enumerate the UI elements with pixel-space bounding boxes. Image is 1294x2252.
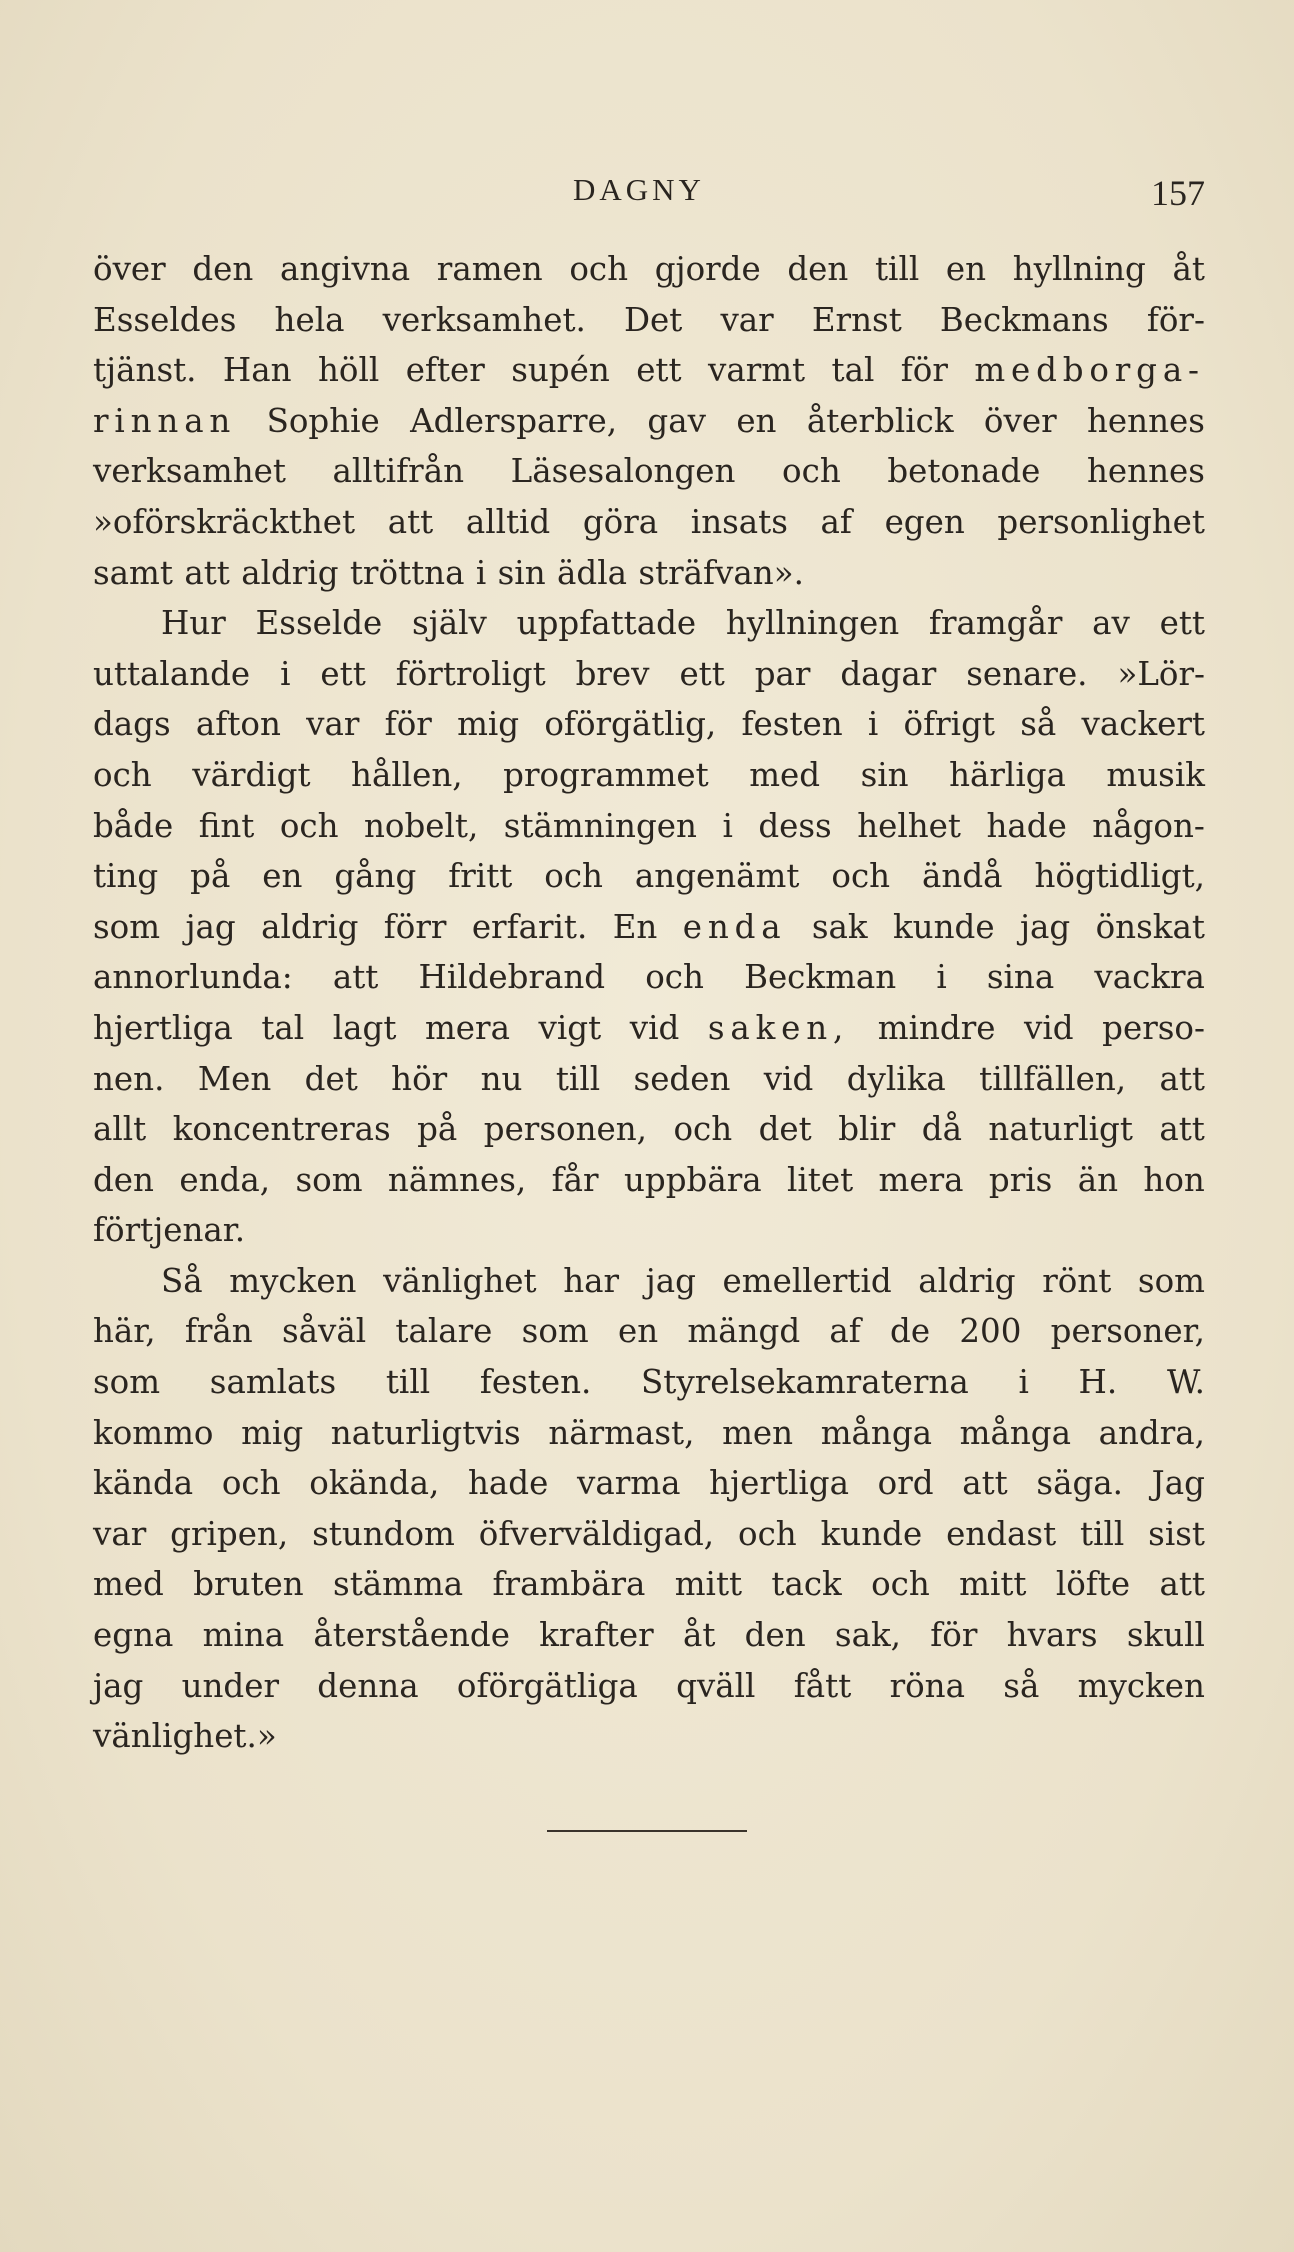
word: gjorde bbox=[654, 250, 761, 288]
word: festen. bbox=[479, 1363, 592, 1402]
word: för bbox=[384, 705, 432, 744]
text-line bbox=[93, 699, 1205, 750]
word: hade bbox=[468, 1464, 549, 1503]
word: löfte bbox=[1055, 1565, 1131, 1604]
word: varma bbox=[577, 1464, 681, 1503]
word: ett bbox=[320, 654, 366, 693]
word: som bbox=[93, 907, 161, 946]
text-line bbox=[93, 1003, 1205, 1054]
word: nu bbox=[480, 1059, 523, 1098]
text-line bbox=[93, 1661, 1205, 1712]
word: en bbox=[262, 857, 303, 896]
text-line bbox=[93, 446, 1205, 497]
word: för bbox=[930, 1616, 978, 1655]
word: erfarit. bbox=[471, 907, 588, 946]
word: Hildebrand bbox=[418, 958, 606, 997]
word: mina bbox=[202, 1616, 285, 1655]
word: Så bbox=[161, 1261, 203, 1300]
word: höll bbox=[317, 351, 380, 390]
word: ting bbox=[93, 857, 159, 896]
word: över bbox=[983, 401, 1057, 440]
word: sin bbox=[497, 553, 546, 592]
word: par bbox=[754, 654, 811, 693]
word: i bbox=[280, 654, 291, 693]
word: det bbox=[304, 1059, 358, 1098]
word: men bbox=[722, 1413, 794, 1452]
word: det bbox=[758, 1110, 812, 1149]
text-line bbox=[93, 1054, 1205, 1105]
text-line bbox=[93, 952, 1205, 1003]
word: både bbox=[93, 806, 174, 845]
word: personer, bbox=[1050, 1312, 1205, 1351]
word: har bbox=[563, 1261, 620, 1300]
word: göra bbox=[582, 502, 659, 541]
text-line bbox=[93, 1408, 1205, 1459]
word: sina bbox=[986, 958, 1055, 997]
word: mig bbox=[457, 705, 520, 744]
text-line bbox=[93, 1256, 1205, 1307]
word: åt bbox=[682, 1616, 716, 1655]
word: här, bbox=[93, 1312, 156, 1351]
word: endast bbox=[946, 1514, 1057, 1553]
word: och bbox=[645, 958, 704, 997]
word: brev bbox=[575, 654, 650, 693]
text-line bbox=[93, 1205, 1205, 1256]
word: af bbox=[829, 1312, 861, 1351]
word: och bbox=[782, 452, 841, 491]
text-line bbox=[93, 497, 1205, 548]
word: som bbox=[1137, 1261, 1205, 1300]
word: än bbox=[1077, 1160, 1119, 1199]
word: egna bbox=[93, 1616, 174, 1655]
word: bruten bbox=[193, 1565, 304, 1604]
word: tröttna bbox=[349, 553, 465, 592]
word: var bbox=[306, 705, 360, 744]
word: till bbox=[555, 1059, 601, 1098]
word: hjertliga bbox=[709, 1464, 849, 1503]
word: naturligtvis bbox=[330, 1413, 521, 1452]
word: alltid bbox=[465, 502, 551, 541]
word: alltifrån bbox=[332, 452, 465, 491]
word: ramen bbox=[436, 250, 543, 288]
word: skull bbox=[1126, 1616, 1205, 1655]
word: önskat bbox=[1095, 907, 1205, 946]
word: och bbox=[831, 857, 891, 896]
word: enda bbox=[682, 907, 787, 946]
word: okända, bbox=[309, 1464, 440, 1503]
word: i bbox=[475, 553, 487, 592]
word: gripen, bbox=[170, 1514, 289, 1553]
word: H. bbox=[1078, 1363, 1118, 1402]
word: En bbox=[612, 907, 658, 946]
text-line bbox=[93, 902, 1205, 953]
word: hållen, bbox=[351, 755, 463, 794]
word: insats bbox=[690, 502, 788, 541]
word: pris bbox=[988, 1160, 1053, 1199]
body-text bbox=[93, 244, 1205, 1762]
word: att bbox=[1159, 1110, 1205, 1149]
word: tjänst. bbox=[93, 351, 197, 390]
word: vid bbox=[629, 1008, 680, 1047]
word: så bbox=[1020, 705, 1057, 744]
word: förtjenar. bbox=[93, 1211, 246, 1250]
word: vid bbox=[763, 1059, 814, 1098]
word: mycken bbox=[229, 1261, 357, 1300]
word: oförgätlig, bbox=[544, 705, 717, 744]
word: ord bbox=[877, 1464, 934, 1503]
word: ändå bbox=[922, 857, 1003, 896]
running-head-title: DAGNY bbox=[573, 172, 705, 207]
word: var bbox=[93, 1514, 147, 1553]
word: annorlunda: bbox=[93, 958, 293, 997]
word: hennes bbox=[1086, 452, 1205, 491]
word: samlats bbox=[209, 1363, 337, 1402]
word: av bbox=[1092, 604, 1130, 643]
word: med bbox=[749, 755, 821, 794]
word: naturligt bbox=[988, 1110, 1133, 1149]
word: en bbox=[617, 1312, 659, 1351]
word: frambära bbox=[492, 1565, 646, 1604]
word: hjertliga bbox=[93, 1008, 233, 1047]
word: återstående bbox=[313, 1616, 510, 1655]
text-line bbox=[93, 548, 1205, 599]
word: på bbox=[417, 1110, 458, 1149]
word: enda, bbox=[179, 1160, 271, 1199]
word: härliga bbox=[949, 755, 1066, 794]
word: emellertid bbox=[722, 1261, 892, 1300]
word: Sophie bbox=[266, 401, 380, 440]
word: stämningen bbox=[503, 806, 697, 845]
word: egen bbox=[884, 502, 965, 541]
text-line bbox=[93, 598, 1205, 649]
word: qväll bbox=[676, 1666, 756, 1705]
word: under bbox=[181, 1666, 279, 1705]
word: själv bbox=[412, 604, 487, 643]
text-line bbox=[93, 1104, 1205, 1155]
word: kunde bbox=[820, 1514, 923, 1553]
word: och bbox=[871, 1565, 930, 1604]
word: från bbox=[184, 1312, 253, 1351]
word: Jag bbox=[1151, 1464, 1205, 1503]
word: som bbox=[93, 1363, 161, 1402]
word: Ernst bbox=[811, 300, 902, 339]
word: allt bbox=[93, 1110, 147, 1149]
word: röna bbox=[889, 1666, 965, 1705]
word: åt bbox=[1172, 250, 1205, 288]
word: personlighet bbox=[997, 502, 1205, 541]
word: rönt bbox=[1042, 1261, 1112, 1300]
word: sträfvan». bbox=[638, 553, 804, 592]
word: i bbox=[867, 705, 879, 744]
word: aldrig bbox=[241, 553, 339, 592]
word: många bbox=[820, 1413, 933, 1452]
word: sist bbox=[1148, 1514, 1205, 1553]
word: en bbox=[736, 401, 777, 440]
word: mindre bbox=[877, 1008, 996, 1047]
word: kommo bbox=[93, 1413, 214, 1452]
word: jag bbox=[185, 907, 236, 946]
word: ett bbox=[636, 351, 682, 390]
page-number: 157 bbox=[1151, 173, 1205, 213]
text-line bbox=[93, 1357, 1205, 1408]
word: nen. bbox=[93, 1059, 165, 1098]
word: då bbox=[921, 1110, 962, 1149]
word: över bbox=[93, 250, 166, 288]
word: jag bbox=[645, 1261, 696, 1300]
word: hyllningen bbox=[725, 604, 900, 643]
word: i bbox=[936, 958, 947, 997]
word: verksamhet. bbox=[382, 300, 586, 339]
word: närmast, bbox=[548, 1413, 695, 1452]
word: mera bbox=[878, 1160, 964, 1199]
word: öfverväldigad, bbox=[478, 1514, 715, 1553]
word: betonade bbox=[887, 452, 1041, 491]
word: Han bbox=[222, 351, 292, 390]
word: W. bbox=[1166, 1363, 1205, 1402]
word: Adlersparre, bbox=[410, 401, 618, 440]
word: kända bbox=[93, 1464, 194, 1503]
word: ett bbox=[1159, 604, 1205, 643]
word: mycken bbox=[1077, 1666, 1205, 1705]
word: tillfällen, bbox=[979, 1059, 1127, 1098]
text-line bbox=[93, 1610, 1205, 1661]
word: många bbox=[959, 1413, 1071, 1452]
word: tal bbox=[261, 1008, 305, 1047]
word: Läsesalongen bbox=[510, 452, 736, 491]
word: en bbox=[945, 250, 987, 288]
word: vänlighet.» bbox=[93, 1717, 277, 1756]
word: stämma bbox=[333, 1565, 464, 1604]
word: musik bbox=[1106, 755, 1205, 794]
word: på bbox=[190, 857, 231, 896]
word: vänlighet bbox=[383, 1261, 537, 1300]
word: mängd bbox=[687, 1312, 801, 1351]
text-line bbox=[93, 801, 1205, 852]
word: angenämt bbox=[634, 857, 800, 896]
word: mitt bbox=[959, 1565, 1027, 1604]
word: denna bbox=[317, 1666, 419, 1705]
word: sak, bbox=[834, 1616, 901, 1655]
word: hon bbox=[1143, 1160, 1205, 1199]
word: mitt bbox=[674, 1565, 743, 1604]
word: supén bbox=[511, 351, 610, 390]
word: den bbox=[192, 250, 254, 288]
word: senare. bbox=[966, 654, 1088, 693]
word: dagar bbox=[840, 654, 937, 693]
word: talare bbox=[395, 1312, 493, 1351]
word: kunde bbox=[892, 907, 995, 946]
text-line bbox=[93, 1458, 1205, 1509]
word: »Lör- bbox=[1117, 654, 1205, 693]
word: fritt bbox=[448, 857, 513, 896]
word: litet bbox=[787, 1160, 854, 1199]
word: hela bbox=[274, 300, 345, 339]
running-head bbox=[93, 172, 1205, 222]
word: vackert bbox=[1081, 705, 1205, 744]
word: Beckmans bbox=[939, 300, 1109, 339]
word: att bbox=[184, 553, 230, 592]
word: till bbox=[874, 250, 920, 288]
word: återblick bbox=[806, 401, 954, 440]
word: hyllning bbox=[1012, 250, 1146, 288]
word: »oförskräckthet bbox=[93, 502, 356, 541]
word: för- bbox=[1146, 300, 1205, 339]
word: med bbox=[93, 1565, 164, 1604]
text-line bbox=[93, 1509, 1205, 1560]
word: seden bbox=[633, 1059, 731, 1098]
text-line bbox=[93, 1711, 1205, 1762]
word: angivna bbox=[279, 250, 411, 288]
word: aldrig bbox=[261, 907, 359, 946]
word: mig bbox=[241, 1413, 304, 1452]
word: oförgätliga bbox=[456, 1666, 638, 1705]
text-line bbox=[93, 1155, 1205, 1206]
word: uppfattade bbox=[516, 604, 697, 643]
word: nobelt, bbox=[364, 806, 479, 845]
word: nämnes, bbox=[387, 1160, 527, 1199]
word: öfrigt bbox=[903, 705, 995, 744]
word: medborga- bbox=[974, 351, 1205, 390]
word: vigt bbox=[538, 1008, 602, 1047]
word: blir bbox=[838, 1110, 896, 1149]
word: vid bbox=[1024, 1008, 1074, 1047]
word: någon- bbox=[1092, 806, 1205, 845]
word: sin bbox=[860, 755, 909, 794]
word: tal bbox=[831, 351, 875, 390]
word: gång bbox=[334, 857, 417, 896]
word: framgår bbox=[928, 604, 1063, 643]
word: programmet bbox=[503, 755, 709, 794]
word: lagt bbox=[332, 1008, 397, 1047]
word: den bbox=[93, 1160, 154, 1199]
word: dylika bbox=[846, 1059, 946, 1098]
word: och bbox=[279, 806, 339, 845]
word: och bbox=[93, 755, 152, 794]
word: Esseldes bbox=[93, 300, 237, 339]
word: säga. bbox=[1036, 1464, 1123, 1503]
word: och bbox=[569, 250, 629, 288]
word: högtidligt, bbox=[1034, 857, 1205, 896]
word: förr bbox=[383, 907, 447, 946]
word: värdigt bbox=[192, 755, 311, 794]
word: festen bbox=[741, 705, 843, 744]
word: verksamhet bbox=[93, 452, 286, 491]
word: mera bbox=[424, 1008, 510, 1047]
word: var bbox=[720, 300, 774, 339]
word: får bbox=[551, 1160, 599, 1199]
word: så bbox=[1003, 1666, 1040, 1705]
word: samt bbox=[93, 553, 173, 592]
word: vackra bbox=[1094, 958, 1205, 997]
word: Styrelsekamraterna bbox=[641, 1363, 969, 1402]
word: såväl bbox=[281, 1312, 367, 1351]
word: perso- bbox=[1102, 1008, 1205, 1047]
word: och bbox=[221, 1464, 281, 1503]
word: för bbox=[900, 351, 948, 390]
word: att bbox=[1159, 1565, 1205, 1604]
text-line bbox=[93, 1559, 1205, 1610]
text-line bbox=[93, 750, 1205, 801]
word: efter bbox=[405, 351, 485, 390]
word: uttalande bbox=[93, 654, 251, 693]
word: hade bbox=[986, 806, 1067, 845]
word: afton bbox=[195, 705, 281, 744]
word: den bbox=[744, 1616, 806, 1655]
text-line bbox=[93, 851, 1205, 902]
word: och bbox=[673, 1110, 733, 1149]
word: koncentreras bbox=[172, 1110, 391, 1149]
word: personen, bbox=[483, 1110, 648, 1149]
section-end-rule bbox=[547, 1830, 747, 1832]
word: sak bbox=[811, 907, 868, 946]
word: som bbox=[521, 1312, 589, 1351]
word: och bbox=[738, 1514, 797, 1553]
word: uppbära bbox=[623, 1160, 762, 1199]
text-line bbox=[93, 396, 1205, 447]
word: Beckman bbox=[744, 958, 897, 997]
word: i bbox=[722, 806, 733, 845]
word: hvars bbox=[1006, 1616, 1098, 1655]
word: saken, bbox=[707, 1008, 850, 1047]
word: Hur bbox=[161, 604, 226, 643]
word: till bbox=[1080, 1514, 1125, 1553]
word: den bbox=[787, 250, 849, 288]
word: de bbox=[890, 1312, 931, 1351]
word: att bbox=[962, 1464, 1008, 1503]
word: Det bbox=[623, 300, 683, 339]
word: hör bbox=[391, 1059, 448, 1098]
word: krafter bbox=[539, 1616, 654, 1655]
word: helhet bbox=[857, 806, 961, 845]
word: och bbox=[544, 857, 603, 896]
text-line bbox=[93, 649, 1205, 700]
word: förtroligt bbox=[395, 654, 546, 693]
word: fint bbox=[198, 806, 255, 845]
word: dess bbox=[758, 806, 832, 845]
word: dags bbox=[93, 705, 171, 744]
word: Men bbox=[197, 1059, 272, 1098]
word: fått bbox=[793, 1666, 852, 1705]
word: ett bbox=[679, 654, 725, 693]
word: jag bbox=[1019, 907, 1071, 946]
word: af bbox=[820, 502, 852, 541]
word: hennes bbox=[1086, 401, 1205, 440]
word: i bbox=[1018, 1363, 1029, 1402]
word: att bbox=[1159, 1059, 1205, 1098]
word: stundom bbox=[312, 1514, 455, 1553]
word: som bbox=[295, 1160, 363, 1199]
word: att bbox=[332, 958, 379, 997]
word: tack bbox=[771, 1565, 842, 1604]
word: 200 bbox=[959, 1312, 1022, 1351]
text-line bbox=[93, 244, 1205, 295]
text-line bbox=[93, 345, 1205, 396]
word: varmt bbox=[707, 351, 806, 390]
word: andra, bbox=[1098, 1413, 1205, 1452]
word: jag bbox=[93, 1666, 144, 1705]
word: ädla bbox=[557, 553, 627, 592]
word: rinnan bbox=[93, 401, 237, 440]
word: till bbox=[385, 1363, 431, 1402]
word: gav bbox=[647, 401, 706, 440]
word: att bbox=[387, 502, 434, 541]
word: aldrig bbox=[918, 1261, 1016, 1300]
word: Esselde bbox=[255, 604, 383, 643]
text-line bbox=[93, 295, 1205, 346]
text-line bbox=[93, 1306, 1205, 1357]
